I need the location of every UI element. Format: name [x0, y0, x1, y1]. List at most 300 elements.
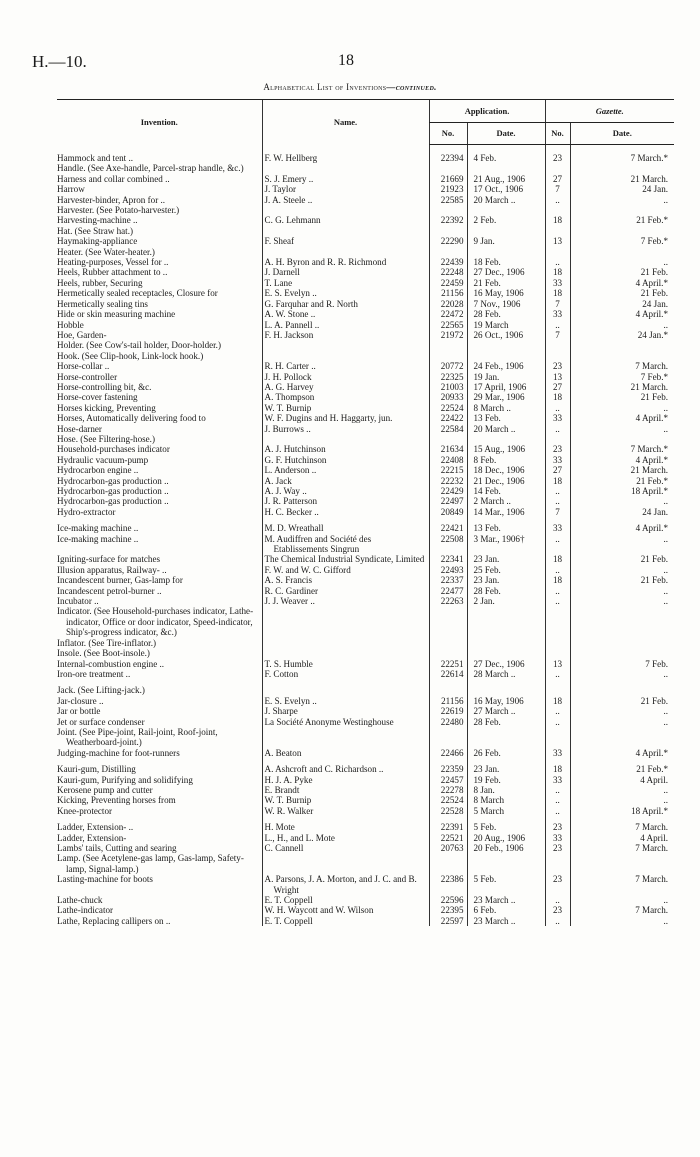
application-date-cell: 21 Aug., 1906	[467, 174, 545, 184]
table-row	[57, 299, 674, 309]
name-cell	[262, 833, 429, 843]
invention-cell-text: Iron-ore treatment ..	[57, 668, 131, 679]
invention-cell-text: Jar-closure ..	[57, 695, 104, 706]
invention-cell-text: Hat. (See Straw hat.)	[57, 225, 134, 236]
table-row	[57, 434, 674, 444]
application-no-cell: 22232	[429, 476, 467, 486]
invention-cell	[57, 596, 262, 606]
invention-cell-text: Harvester-binder, Apron for ..	[57, 194, 166, 205]
name-cell-text: W. R. Walker	[264, 805, 314, 816]
application-date-cell: 2 March ..	[467, 496, 545, 506]
gazette-date-cell: ..	[570, 534, 674, 555]
gazette-date-cell: ..	[570, 717, 674, 727]
gazette-no-cell: ..	[545, 486, 570, 496]
table-title-text: Alphabetical List of Inventions	[263, 82, 387, 92]
application-date-cell: 28 Feb.	[467, 717, 545, 727]
invention-cell-text: Ice-making machine ..	[57, 533, 139, 544]
application-no-cell: 22619	[429, 706, 467, 716]
invention-cell	[57, 215, 262, 225]
application-date-cell: 24 Feb., 1906	[467, 361, 545, 371]
name-cell-text: G. Farquhar and R. North	[264, 298, 358, 309]
gazette-no-cell: 23	[545, 153, 570, 163]
gazette-date-cell	[570, 727, 674, 748]
application-date-cell: 28 Feb.	[467, 309, 545, 319]
gazette-date-cell: 4 April.	[570, 833, 674, 843]
application-date-cell	[467, 638, 545, 648]
gazette-date-cell: 21 March.	[570, 382, 674, 392]
application-no-cell: 21669	[429, 174, 467, 184]
table-row	[57, 205, 674, 215]
table-row	[57, 403, 674, 413]
invention-cell	[57, 320, 262, 330]
gazette-no-cell	[545, 163, 570, 173]
gazette-date-cell: ..	[570, 586, 674, 596]
table-row	[57, 340, 674, 350]
name-cell	[262, 874, 429, 895]
gazette-date-cell: 7 March.	[570, 874, 674, 895]
application-no-cell: 22565	[429, 320, 467, 330]
name-cell	[262, 403, 429, 413]
name-cell	[262, 685, 429, 695]
name-cell	[262, 382, 429, 392]
name-cell-text: A. S. Francis	[264, 575, 312, 586]
invention-cell	[57, 403, 262, 413]
invention-cell	[57, 648, 262, 658]
name-cell	[262, 351, 429, 361]
name-cell-text: H. C. Becker ..	[264, 506, 319, 517]
application-no-cell: 21972	[429, 330, 467, 340]
invention-cell-text: Knee-protector	[57, 805, 113, 816]
name-cell-text: A. Parsons, J. A. Morton, and J. C. and B. Wright	[264, 874, 417, 895]
name-cell	[262, 806, 429, 816]
gazette-date-cell	[570, 606, 674, 637]
table-row	[57, 361, 674, 371]
table-row	[57, 795, 674, 805]
invention-cell-text: Hammock and tent ..	[57, 153, 134, 163]
invention-cell-text: Hide or skin measuring machine	[57, 309, 176, 320]
invention-cell	[57, 195, 262, 205]
application-no-cell: 22584	[429, 424, 467, 434]
name-cell-text: La Société Anonyme Westinghouse	[264, 716, 394, 727]
gazette-date-cell: 24 Jan.*	[570, 330, 674, 340]
application-date-cell: 28 Feb.	[467, 586, 545, 596]
name-cell	[262, 795, 429, 805]
application-date-cell: 7 Nov., 1906	[467, 299, 545, 309]
invention-cell-text: Hydrocarbon engine ..	[57, 465, 139, 476]
application-no-cell: 22466	[429, 748, 467, 758]
name-cell	[262, 534, 429, 555]
invention-cell-text: Joint. (See Pipe-joint, Rail-joint, Roof-joint, Weatherboard-joint.)	[57, 726, 218, 748]
invention-cell-text: Inflator. (See Tire-inflator.)	[57, 637, 157, 648]
application-no-cell: 22614	[429, 669, 467, 679]
gazette-no-cell: 18	[545, 267, 570, 277]
application-no-cell: 22422	[429, 413, 467, 423]
gazette-date-cell: 7 March.*	[570, 444, 674, 454]
invention-cell-text: Horse-controller	[57, 371, 118, 382]
invention-cell	[57, 806, 262, 816]
name-cell	[262, 361, 429, 371]
gazette-date-cell: 21 Feb.	[570, 392, 674, 402]
name-cell-text: E. S. Evelyn ..	[264, 695, 317, 706]
gazette-no-cell	[545, 606, 570, 637]
name-cell	[262, 748, 429, 758]
application-no-cell: 22596	[429, 895, 467, 905]
name-cell-text: A. H. Byron and R. R. Richmond	[264, 257, 387, 268]
application-no-cell: 22508	[429, 534, 467, 555]
name-cell	[262, 320, 429, 330]
application-date-cell	[467, 685, 545, 695]
table-row	[57, 895, 674, 905]
name-cell	[262, 434, 429, 444]
gazette-no-cell: ..	[545, 496, 570, 506]
name-cell-text: H. J. A. Pyke	[264, 774, 313, 785]
invention-cell	[57, 507, 262, 517]
invention-cell-text: Judging-machine for foot-runners	[57, 747, 180, 758]
application-date-cell	[467, 648, 545, 658]
application-no-cell: 20849	[429, 507, 467, 517]
gazette-no-cell: ..	[545, 895, 570, 905]
invention-cell	[57, 696, 262, 706]
name-cell	[262, 465, 429, 475]
gazette-no-cell: 18	[545, 215, 570, 225]
invention-cell-text: Harness and collar combined ..	[57, 173, 170, 184]
gazette-date-cell: 7 March.	[570, 905, 674, 915]
application-no-cell: 22359	[429, 764, 467, 774]
name-cell	[262, 184, 429, 194]
application-no-cell	[429, 340, 467, 350]
gazette-no-cell	[545, 247, 570, 257]
invention-cell-text: Household-purchases indicator	[57, 444, 170, 455]
invention-cell	[57, 795, 262, 805]
gazette-date-cell: 21 March.	[570, 465, 674, 475]
gazette-date-cell: 24 Jan.	[570, 507, 674, 517]
application-date-cell: 6 Feb.	[467, 905, 545, 915]
gazette-no-cell: 23	[545, 822, 570, 832]
application-date-cell: 8 March ..	[467, 403, 545, 413]
gazette-date-cell: 7 Feb.*	[570, 236, 674, 246]
gazette-date-cell: 4 April.*	[570, 523, 674, 533]
page-number: 18	[338, 52, 354, 69]
application-date-cell	[467, 727, 545, 748]
application-no-cell: 22215	[429, 465, 467, 475]
table-row	[57, 775, 674, 785]
application-date-cell: 5 March	[467, 806, 545, 816]
name-cell	[262, 785, 429, 795]
name-cell	[262, 205, 429, 215]
table-row	[57, 874, 674, 895]
application-date-cell	[467, 606, 545, 637]
gazette-no-cell: 23	[545, 874, 570, 895]
application-no-cell: 21923	[429, 184, 467, 194]
table-row	[57, 706, 674, 716]
gazette-no-cell: ..	[545, 596, 570, 606]
gazette-date-cell: 21 Feb.	[570, 554, 674, 564]
application-no-cell	[429, 853, 467, 874]
invention-cell	[57, 226, 262, 236]
inventions-table	[57, 99, 674, 926]
gazette-date-cell: ..	[570, 795, 674, 805]
name-cell-text: L. A. Pannell ..	[264, 319, 320, 330]
invention-cell	[57, 444, 262, 454]
invention-cell-text: Hook. (See Clip-hook, Link-lock hook.)	[57, 350, 204, 361]
application-date-cell: 13 Feb.	[467, 413, 545, 423]
application-no-cell: 21156	[429, 288, 467, 298]
name-cell	[262, 905, 429, 915]
name-cell	[262, 392, 429, 402]
application-no-cell	[429, 606, 467, 637]
application-no-cell: 22597	[429, 916, 467, 926]
gazette-no-cell: ..	[545, 257, 570, 267]
gazette-no-cell: 18	[545, 554, 570, 564]
table-row	[57, 184, 674, 194]
gazette-date-cell: ..	[570, 320, 674, 330]
invention-cell-text: Lathe, Replacing callipers on ..	[57, 915, 171, 926]
application-no-cell	[429, 205, 467, 215]
table-row	[57, 444, 674, 454]
name-cell	[262, 215, 429, 225]
table-row	[57, 476, 674, 486]
invention-cell	[57, 413, 262, 423]
gazette-no-cell: 23	[545, 444, 570, 454]
name-cell-text: A. Thompson	[264, 392, 315, 403]
gazette-date-cell: 18 April.*	[570, 486, 674, 496]
application-no-cell: 22528	[429, 806, 467, 816]
gazette-no-cell: ..	[545, 320, 570, 330]
table-row	[57, 153, 674, 163]
invention-cell	[57, 606, 262, 637]
table-row	[57, 163, 674, 173]
invention-cell	[57, 575, 262, 585]
invention-cell	[57, 916, 262, 926]
invention-cell	[57, 895, 262, 905]
table-row	[57, 174, 674, 184]
spacer-row	[57, 145, 674, 154]
application-date-cell: 25 Feb.	[467, 565, 545, 575]
name-cell-text: C. G. Lehmann	[264, 215, 321, 226]
gazette-date-cell	[570, 226, 674, 236]
invention-cell-text: Hose-darner	[57, 423, 102, 434]
header-application: Application.	[429, 100, 545, 123]
name-cell-text: J. Darnell	[264, 267, 300, 278]
name-cell-text: J. Sharpe	[264, 706, 298, 717]
gazette-date-cell: ..	[570, 916, 674, 926]
header-app-date: Date.	[467, 123, 545, 145]
gazette-date-cell: 4 April.	[570, 775, 674, 785]
table-row	[57, 330, 674, 340]
gazette-no-cell: 33	[545, 775, 570, 785]
gazette-date-cell: ..	[570, 403, 674, 413]
gazette-date-cell	[570, 351, 674, 361]
gazette-no-cell	[545, 226, 570, 236]
table-row	[57, 554, 674, 564]
name-cell-text: G. F. Hutchinson	[264, 454, 327, 465]
invention-cell-text: Ladder, Extension- ..	[57, 822, 134, 833]
invention-cell	[57, 247, 262, 257]
invention-cell	[57, 382, 262, 392]
gazette-date-cell: 7 Feb.	[570, 659, 674, 669]
application-date-cell: 8 Jan.	[467, 785, 545, 795]
invention-cell	[57, 554, 262, 564]
gazette-no-cell	[545, 638, 570, 648]
name-cell-text: W. T. Burnip	[264, 402, 312, 413]
invention-cell	[57, 638, 262, 648]
gazette-no-cell	[545, 727, 570, 748]
table-row	[57, 638, 674, 648]
gazette-no-cell: ..	[545, 195, 570, 205]
name-cell-text: J. A. Steele ..	[264, 194, 313, 205]
application-no-cell: 22395	[429, 905, 467, 915]
table-row	[57, 833, 674, 843]
table-row	[57, 320, 674, 330]
invention-cell-text: Hydrocarbon-gas production ..	[57, 496, 169, 507]
invention-cell	[57, 184, 262, 194]
table-row	[57, 669, 674, 679]
name-cell-text: T. S. Humble	[264, 658, 313, 669]
invention-cell	[57, 299, 262, 309]
invention-cell-text: Haymaking-appliance	[57, 236, 138, 247]
invention-cell-text: Illusion apparatus, Railway- ..	[57, 564, 167, 575]
application-no-cell: 21003	[429, 382, 467, 392]
application-no-cell: 22421	[429, 523, 467, 533]
gazette-no-cell: ..	[545, 717, 570, 727]
invention-cell	[57, 361, 262, 371]
name-cell-text: E. Brandt	[264, 784, 300, 795]
table-row	[57, 455, 674, 465]
name-cell-text: H. Mote	[264, 822, 295, 833]
table-row	[57, 685, 674, 695]
document-code: H.—10.	[32, 52, 87, 71]
name-cell-text: The Chemical Industrial Syndicate, Limited	[264, 554, 425, 565]
application-date-cell: 16 May, 1906	[467, 696, 545, 706]
application-no-cell: 22497	[429, 496, 467, 506]
invention-cell-text: Harvesting-machine ..	[57, 215, 138, 226]
invention-cell	[57, 153, 262, 163]
table-row	[57, 696, 674, 706]
invention-cell-text: Hydraulic vacuum-pump	[57, 454, 149, 465]
gazette-date-cell: ..	[570, 785, 674, 795]
name-cell	[262, 444, 429, 454]
table-row	[57, 916, 674, 926]
invention-cell-text: Harrow	[57, 184, 85, 195]
name-cell-text: W. F. Dugins and H. Haggarty, jun.	[264, 413, 393, 424]
name-cell-text: A. J. Way ..	[264, 486, 307, 496]
name-cell-text: F. Sheaf	[264, 236, 295, 247]
gazette-date-cell: ..	[570, 496, 674, 506]
header-invention: Invention.	[57, 100, 262, 145]
table-row	[57, 905, 674, 915]
gazette-no-cell	[545, 205, 570, 215]
gazette-no-cell: 23	[545, 905, 570, 915]
gazette-no-cell: ..	[545, 565, 570, 575]
gazette-no-cell: 33	[545, 413, 570, 423]
gazette-no-cell: 18	[545, 392, 570, 402]
table-row	[57, 236, 674, 246]
gazette-no-cell: ..	[545, 785, 570, 795]
table-row	[57, 247, 674, 257]
application-no-cell: 22524	[429, 403, 467, 413]
invention-cell	[57, 685, 262, 695]
gazette-date-cell: 24 Jan.	[570, 299, 674, 309]
name-cell	[262, 257, 429, 267]
application-date-cell: 19 Jan.	[467, 372, 545, 382]
application-date-cell	[467, 434, 545, 444]
application-date-cell: 28 March ..	[467, 669, 545, 679]
name-cell-text: F. W. Hellberg	[264, 153, 318, 163]
invention-cell	[57, 174, 262, 184]
invention-cell-text: Lamp. (See Acetylene-gas lamp, Gas-lamp, Safety-lamp, Signal-lamp.)	[57, 853, 244, 874]
application-date-cell: 20 March ..	[467, 195, 545, 205]
gazette-date-cell: ..	[570, 257, 674, 267]
name-cell-text: R. H. Carter ..	[264, 361, 316, 372]
table-row	[57, 413, 674, 423]
application-date-cell: 2 Feb.	[467, 215, 545, 225]
application-no-cell: 22028	[429, 299, 467, 309]
table-row	[57, 717, 674, 727]
name-cell	[262, 565, 429, 575]
gazette-date-cell: 4 April.*	[570, 455, 674, 465]
invention-cell-text: Lambs' tails, Cutting and searing	[57, 843, 177, 853]
application-no-cell: 22477	[429, 586, 467, 596]
gazette-no-cell: 18	[545, 476, 570, 486]
gazette-date-cell: 21 Feb.	[570, 267, 674, 277]
name-cell	[262, 764, 429, 774]
name-cell-text: F. W. and W. C. Gifford	[264, 564, 351, 575]
name-cell-text: F. Cotton	[264, 668, 299, 679]
gazette-no-cell: ..	[545, 534, 570, 555]
application-date-cell: 3 Mar., 1906†	[467, 534, 545, 555]
gazette-date-cell: ..	[570, 706, 674, 716]
invention-cell	[57, 236, 262, 246]
name-cell-text: L. Anderson ..	[264, 465, 317, 476]
invention-cell-text: Internal-combustion engine ..	[57, 658, 165, 669]
table-row	[57, 195, 674, 205]
table-row	[57, 372, 674, 382]
name-cell	[262, 174, 429, 184]
application-no-cell	[429, 351, 467, 361]
name-cell-text: L., H., and L. Mote	[264, 832, 335, 843]
invention-cell-text: Horse-controlling bit, &c.	[57, 381, 152, 392]
gazette-date-cell: 7 March.	[570, 822, 674, 832]
application-no-cell: 22341	[429, 554, 467, 564]
invention-cell	[57, 476, 262, 486]
application-no-cell: 20933	[429, 392, 467, 402]
name-cell-text: W. T. Burnip	[264, 795, 312, 806]
table-row	[57, 523, 674, 533]
table-row	[57, 257, 674, 267]
gazette-no-cell: 7	[545, 507, 570, 517]
table-row	[57, 565, 674, 575]
application-date-cell: 20 Feb., 1906	[467, 843, 545, 853]
application-no-cell: 22290	[429, 236, 467, 246]
invention-cell	[57, 785, 262, 795]
name-cell	[262, 424, 429, 434]
application-no-cell: 22439	[429, 257, 467, 267]
invention-cell-text: Horses, Automatically delivering food to	[57, 413, 206, 424]
invention-cell-text: Kauri-gum, Distilling	[57, 764, 136, 775]
application-date-cell: 8 March	[467, 795, 545, 805]
table-row	[57, 465, 674, 475]
application-no-cell: 20772	[429, 361, 467, 371]
application-date-cell: 13 Feb.	[467, 523, 545, 533]
name-cell-text: E. T. Coppell	[264, 895, 313, 906]
gazette-no-cell: 7	[545, 330, 570, 340]
name-cell-text: A. W. Stone ..	[264, 309, 316, 320]
table-row	[57, 309, 674, 319]
gazette-no-cell: 33	[545, 278, 570, 288]
name-cell	[262, 895, 429, 905]
table-row	[57, 659, 674, 669]
name-cell	[262, 288, 429, 298]
